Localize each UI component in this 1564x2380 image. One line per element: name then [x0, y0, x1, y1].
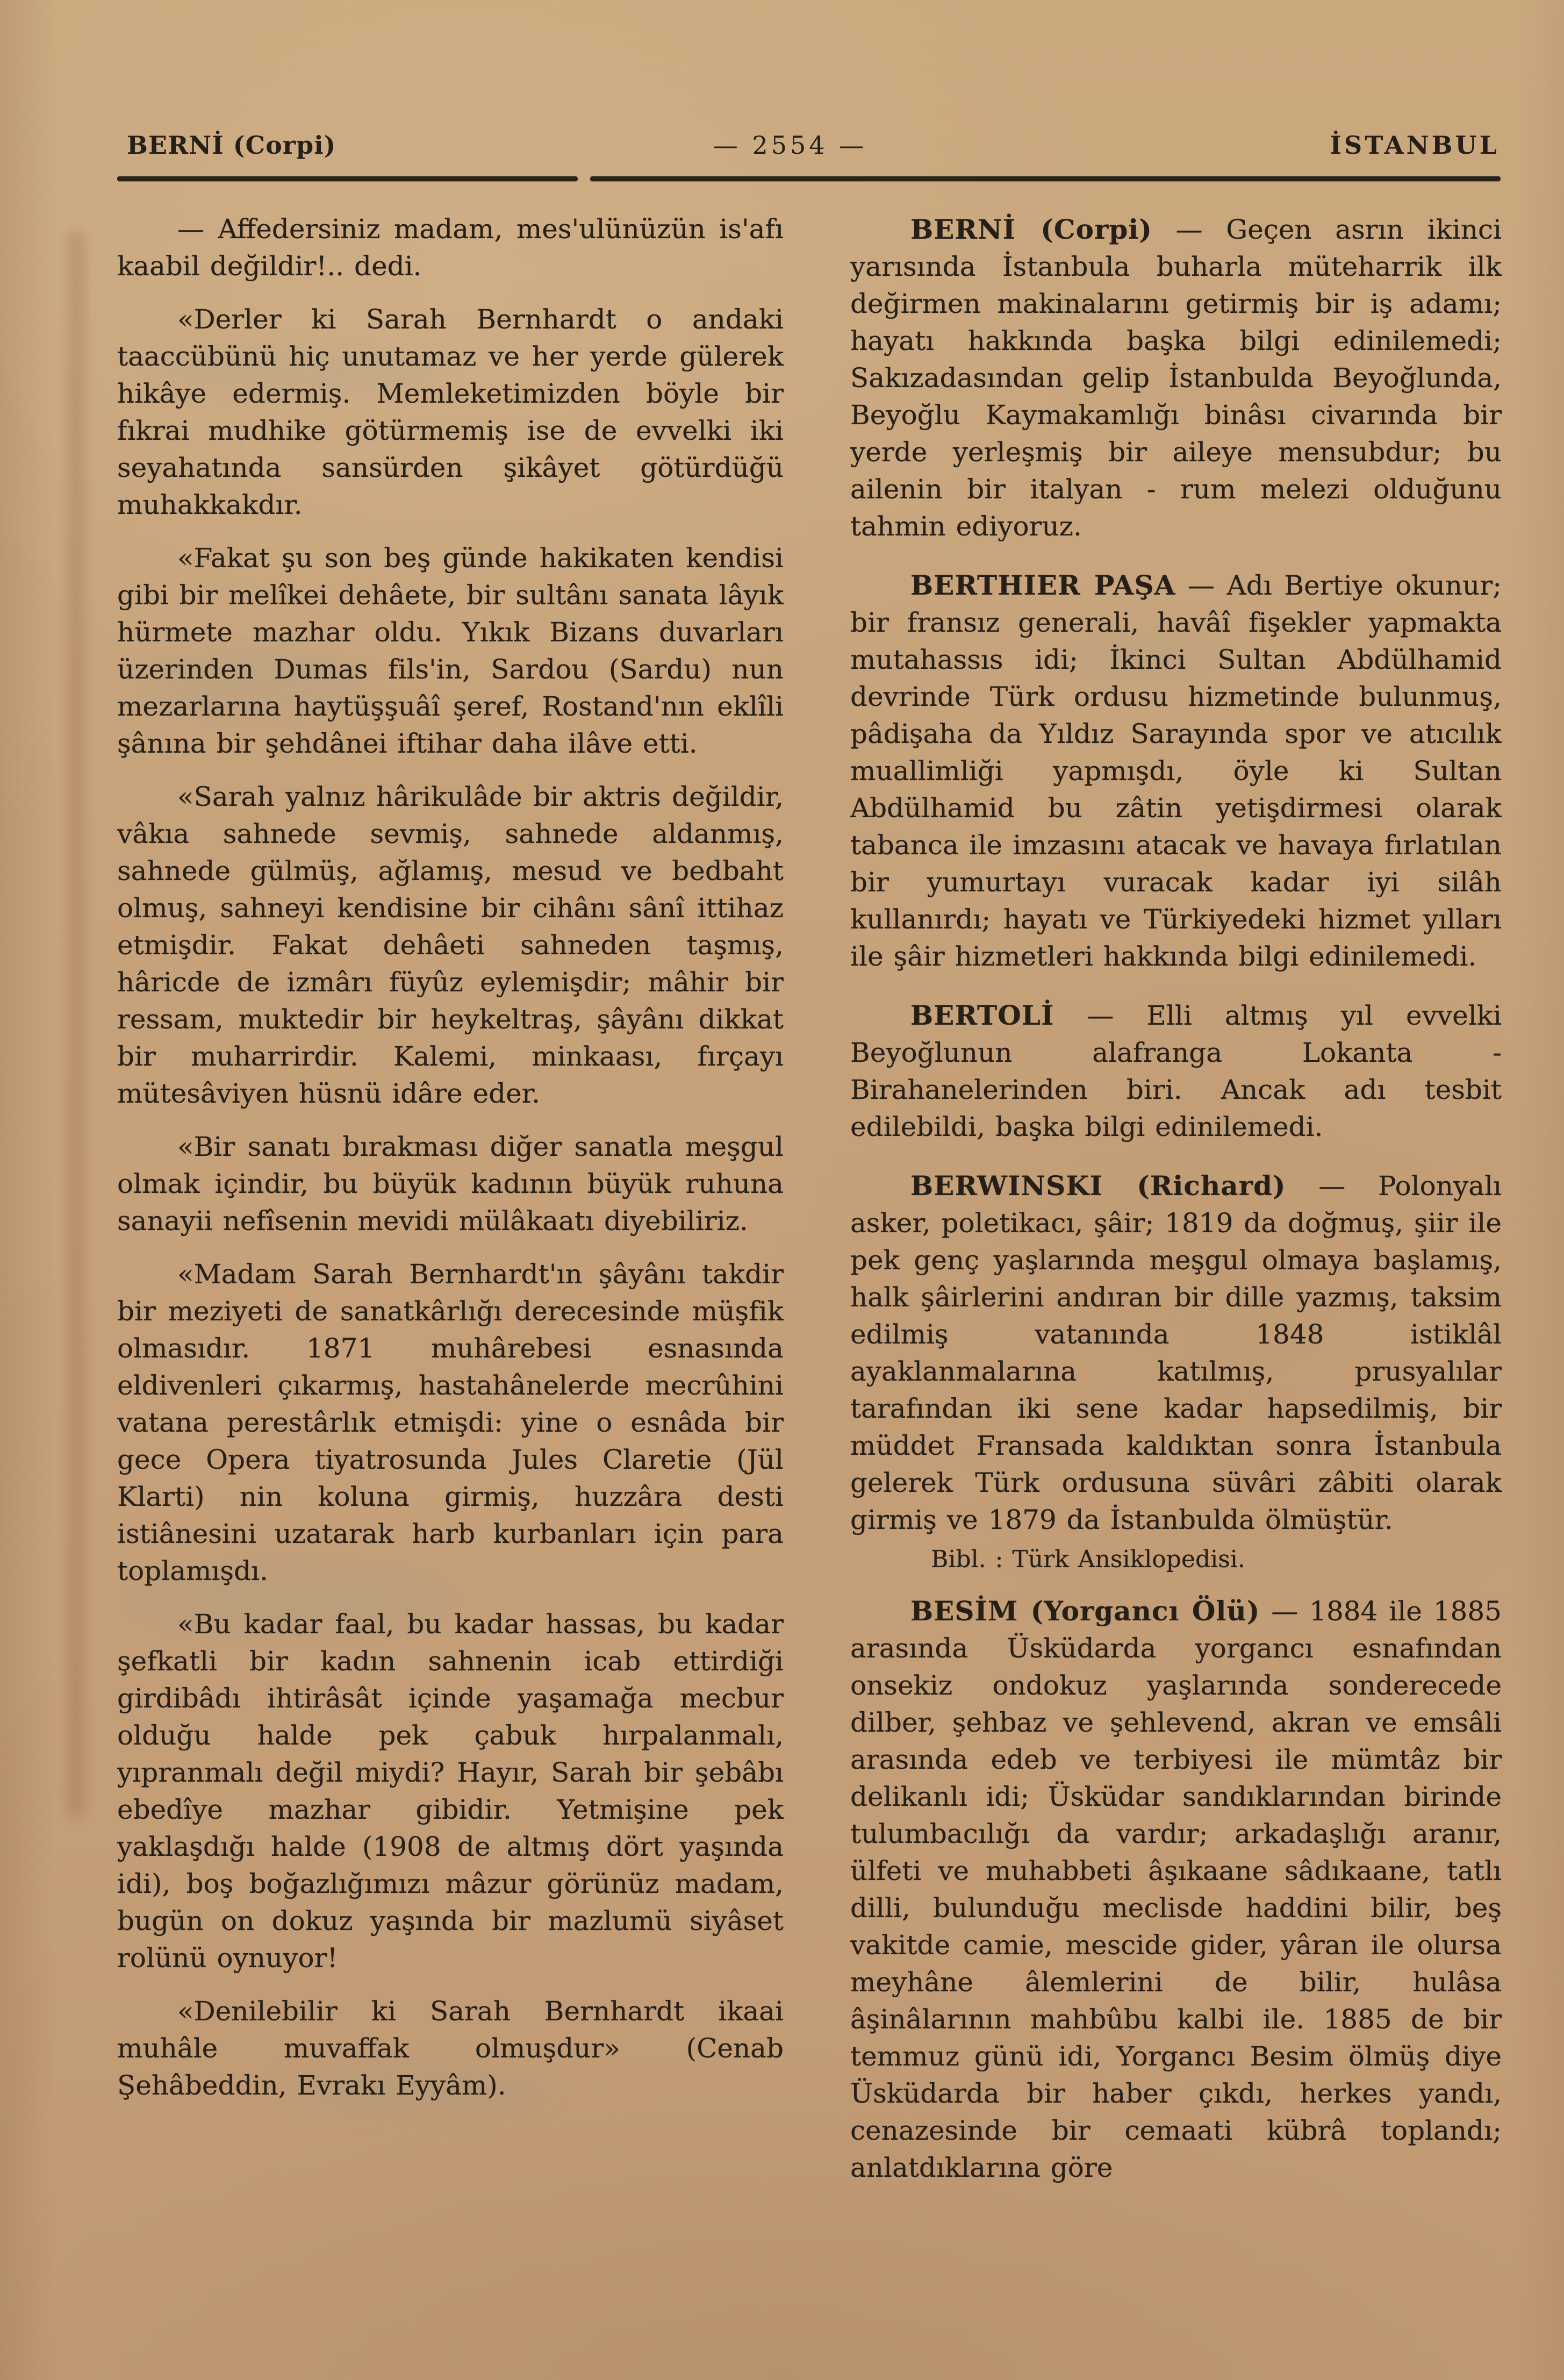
entry-text: — Adı Bertiye okunur; bir fransız generali, havâî fişekler yapmakta mutahassıs idi; İkinci Sultan Abdülhamid devrinde Türk ordusu hizmetinde bulunmuş, pâdişaha da Yıldız Sarayında spor ve atıcılık muallimliği yapmışdı, öyle ki Sultan Abdülhamid bu zâtin yetişdirmesi olarak tabanca ile imzasını atacak ve havaya fırlatılan bir yumurtayı vuracak kadar iyi silâh kullanırdı; hayatı ve Türkiyedeki hizmet yılları ile şâir hizmetleri hakkında bilgi edinilemedi. — [850, 570, 1502, 972]
encyclopedia-entry — [850, 997, 1502, 1146]
left-column — [117, 211, 784, 2104]
paragraph — [117, 1256, 784, 1590]
entry-text: — Polonyalı asker, poletikacı, şâir; 1819 da doğmuş, şiir ile pek genç yaşlarında meşgul olmaya başlamış, halk şâirlerini andıran bir dille yazmış, taksim edilmiş vatanında 1848 istiklâl ayaklanmalarına katılmış, prusyalılar tarafından iki sene kadar hapsedilmiş, bir müddet Fransada kaldıktan sonra İstanbula gelerek Türk ordusuna süvâri zâbiti olarak girmiş ve 1879 da İstanbulda ölmüştür. — [850, 1170, 1502, 1535]
encyclopedia-entry — [850, 1592, 1502, 2186]
paragraph-text: «Madam Sarah Bernhardt'ın şâyânı takdir bir meziyeti de sanatkârlığı derecesinde müşfik olmasıdır. 1871 muhârebesi esnasında eldivenleri çıkarmış, hastahânelerde mecrûhini vatana perestârlık etmişdi: yine o esnâda bir gece Opera tiyatrosunda Jules Claretie (Jül Klarti) nin koluna girmiş, huzzâra desti istiânesini uzatarak harb kurbanları için para toplamışdı. — [117, 1259, 784, 1586]
paragraph — [117, 1128, 784, 1240]
entry-term: BESİM (Yorgancı Ölü) — [910, 1595, 1260, 1627]
encyclopedia-entry — [850, 211, 1502, 545]
encyclopedia-entry — [850, 1167, 1502, 1539]
header-rule-right-segment — [590, 176, 1501, 181]
header-right-title: İSTANBUL — [1330, 131, 1500, 160]
entry-term: BERTOLİ — [910, 999, 1054, 1031]
header-rule-left-segment — [117, 176, 578, 181]
entry-term: BERTHIER PAŞA — [910, 569, 1176, 601]
entry-text: — Geçen asrın ikinci yarısında İstanbula buharla müteharrik ilk değirmen makinalarını getirmiş bir iş adamı; hayatı hakkında başka bilgi edinilemedi; Sakızadasından gelip İstanbulda Beyoğlunda, Beyoğlu Kaymakamlığı binâsı civarında bir yerde yerleşmiş bir aileye mensubdur; bu ailenin bir italyan - rum melezi olduğunu tahmin ediyoruz. — [850, 214, 1502, 542]
paragraph — [117, 301, 784, 524]
entry-term: BERWINSKI (Richard) — [910, 1170, 1286, 1202]
paragraph — [117, 540, 784, 762]
bibliography-note: Bibl. : Türk Ansiklopedisi. — [931, 1546, 1245, 1573]
encyclopedia-entry — [850, 567, 1502, 975]
paragraph — [117, 1606, 784, 1977]
entry-text: — Elli altmış yıl evvelki Beyoğlunun alafranga Lokanta - Birahanelerinden biri. Ancak adı tesbit edilebildi, başka bilgi edinilemedi. — [850, 1000, 1502, 1142]
header-left-title: BERNİ (Corpi) — [127, 131, 336, 160]
entry-text: — 1884 ile 1885 arasında Üsküdarda yorgancı esnafından onsekiz ondokuz yaşlarında sonderecede dilber, şehbaz ve şehlevend, akran ve emsâli arasında edeb ve terbiyesi ile mümtâz bir delikanlı idi; Üsküdar sandıklarından birinde tulumbacılığı da vardır; arkadaşlığı aranır, ülfeti ve muhabbeti âşıkaane sâdıkaane, tatlı dilli, bulunduğu meclisde haddini bilir, beş vakitde camie, mescide gider, yâran ile olursa meyhâne âlemlerini de bilir, hulâsa âşinâlarının mahbûbu kalbi ile. 1885 de bir temmuz günü idi, Yorgancı Besim ölmüş diye Üsküdarda bir haber çıkdı, herkes yandı, cenazesinde bir cemaati kübrâ toplandı; anlatdıklarına göre — [850, 1596, 1502, 2183]
paragraph-text: «Fakat şu son beş günde hakikaten kendisi gibi bir melîkei dehâete, bir sultânı sanata lâyık hürmete mazhar oldu. Yıkık Bizans duvarları üzerinden Dumas fils'in, Sardou (Sardu) nun mezarlarına haytüşşuâî şeref, Rostand'nın eklîli şânına bir şehdânei iftihar daha ilâve etti. — [117, 542, 784, 759]
paragraph-text: «Bir sanatı bırakması diğer sanatla meşgul olmak içindir, bu büyük kadının büyük ruhuna sanayii nefîsenin mevidi mülâkaatı diyebiliriz. — [117, 1131, 784, 1237]
entry-term: BERNİ (Corpi) — [910, 213, 1152, 245]
paragraph — [117, 1993, 784, 2104]
dialogue-paragraph — [117, 211, 784, 285]
paragraph — [117, 778, 784, 1112]
paragraph-text: «Denilebilir ki Sarah Bernhardt ikaai muhâle muvaffak olmuşdur» (Cenab Şehâbeddin, Evrakı Eyyâm). — [117, 1996, 784, 2101]
paragraph-text: «Bu kadar faal, bu kadar hassas, bu kadar şefkatli bir kadın sahnenin icab ettirdiği girdibâdı ihtirâsât içinde yaşamağa mecbur olduğu halde pek çabuk hırpalanmalı, yıpranmalı değil miydi? Hayır, Sarah bir şebâbı ebedîye mazhar gibidir. Yetmişine pek yaklaşdığı halde (1908 de altmış dört yaşında idi), boş boğazlığımızı mâzur görünüz madam, bugün on dokuz yaşında bir mazlumü siyâset rolünü oynuyor! — [117, 1609, 784, 1974]
page-number: — 2554 — — [713, 131, 867, 160]
page-header — [0, 129, 1564, 167]
right-column — [850, 211, 1502, 2186]
paragraph-text: «Sarah yalnız hârikulâde bir aktris değildir, vâkıa sahnede sevmiş, sahnede aldanmış, sahnede gülmüş, ağlamış, mesud ve bedbaht olmuş, sahneyi kendisine bir cihânı sânî ittihaz etmişdir. Fakat dehâeti sahneden taşmış, hâricde de izmârı füyûz eylemişdir; mâhir bir ressam, muktedir bir heykeltraş, şâyânı dikkat bir muharrirdir. Kalemi, minkaası, fırçayı mütesâviyen hüsnü idâre eder. — [117, 781, 784, 1109]
paragraph-text: «Derler ki Sarah Bernhardt o andaki taaccübünü hiç unutamaz ve her yerde gülerek hikâye edermiş. Memleketimizden böyle bir fıkrai mudhike götürmemiş ise de evvelki iki seyahatında sansürden şikâyet götürdüğü muhakkakdır. — [117, 304, 784, 520]
paragraph-text: — Affedersiniz madam, mes'ulünüzün is'afı kaabil değildir!.. dedi. — [117, 213, 784, 282]
page-gutter-shadow — [68, 231, 85, 1817]
